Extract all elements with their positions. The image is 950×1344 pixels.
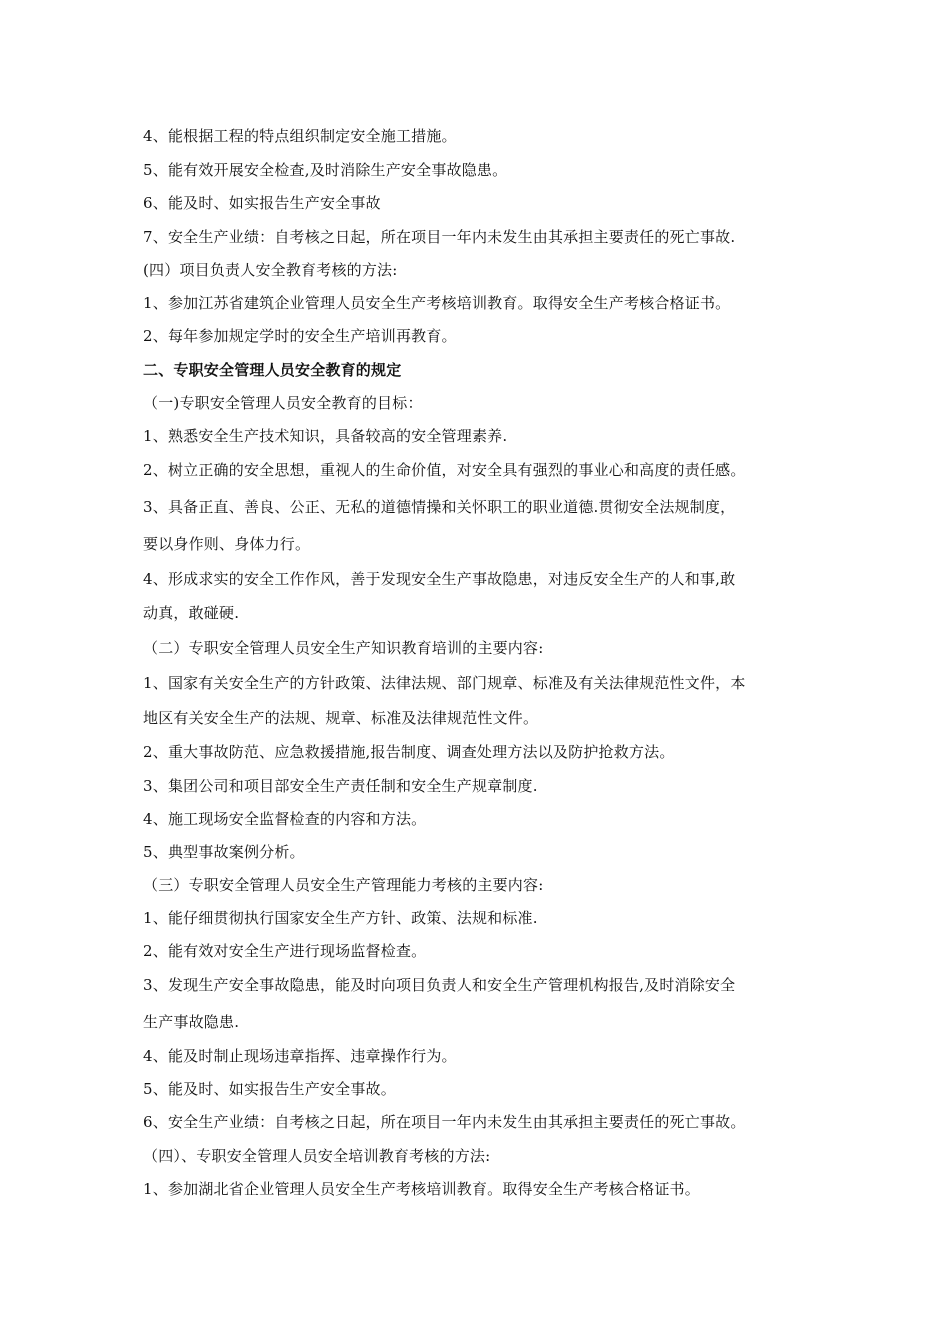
text-line-22: 5、典型事故案例分析。: [143, 843, 305, 861]
text-line-21: 4、施工现场安全监督检查的内容和方法。: [143, 810, 427, 828]
text-line-23: （三）专职安全管理人员安全生产管理能力考核的主要内容:: [143, 876, 544, 894]
text-line-7: 2、每年参加规定学时的安全生产培训再教育。: [143, 327, 457, 345]
text-line-24: 1、能仔细贯彻执行国家安全生产方针、政策、法规和标准.: [143, 909, 538, 927]
text-line-3: 6、能及时、如实报告生产安全事故: [143, 194, 381, 212]
text-line-9: （一)专职安全管理人员安全教育的目标：: [143, 394, 423, 412]
text-line-32: 1、参加湖北省企业管理人员安全生产考核培训教育。取得安全生产考核合格证书。: [143, 1180, 700, 1198]
text-line-13: 要以身作则、身体力行。: [143, 535, 311, 553]
text-line-18: 地区有关安全生产的法规、规章、标准及法律规范性文件。: [143, 709, 539, 727]
text-line-27: 生产事故隐患.: [143, 1013, 240, 1031]
text-line-29: 5、能及时、如实报告生产安全事故。: [143, 1080, 396, 1098]
text-line-15: 动真，敢碰硬.: [143, 604, 240, 622]
text-line-16: （二）专职安全管理人员安全生产知识教育培训的主要内容:: [143, 639, 544, 657]
text-line-5: (四）项目负责人安全教育考核的方法:: [143, 261, 398, 279]
text-line-14: 4、形成求实的安全工作作风，善于发现安全生产事故隐患，对违反安全生产的人和事,敢: [143, 570, 736, 588]
section-heading: 二、专职安全管理人员安全教育的规定: [143, 361, 402, 379]
text-line-4: 7、安全生产业绩：自考核之日起，所在项目一年内未发生由其承担主要责任的死亡事故.: [143, 228, 736, 246]
text-line-19: 2、重大事故防范、应急救援措施,报告制度、调查处理方法以及防护抢救方法。: [143, 743, 675, 761]
text-line-25: 2、能有效对安全生产进行现场监督检查。: [143, 942, 427, 960]
text-line-30: 6、安全生产业绩：自考核之日起，所在项目一年内未发生由其承担主要责任的死亡事故。: [143, 1113, 746, 1131]
text-line-17: 1、国家有关安全生产的方针政策、法律法规、部门规章、标准及有关法律规范性文件，本: [143, 674, 746, 692]
text-line-1: 4、能根据工程的特点组织制定安全施工措施。: [143, 127, 457, 145]
text-line-26: 3、发现生产安全事故隐患，能及时向项目负责人和安全生产管理机构报告,及时消除安全: [143, 976, 736, 994]
text-line-20: 3、集团公司和项目部安全生产责任制和安全生产规章制度.: [143, 777, 538, 795]
text-line-6: 1、参加江苏省建筑企业管理人员安全生产考核培训教育。取得安全生产考核合格证书。: [143, 294, 731, 312]
text-line-10: 1、熟悉安全生产技术知识，具备较高的安全管理素养.: [143, 427, 508, 445]
text-line-2: 5、能有效开展安全检查,及时消除生产安全事故隐患。: [143, 161, 508, 179]
text-line-28: 4、能及时制止现场违章指挥、违章操作行为。: [143, 1047, 457, 1065]
text-line-31: （四）、专职安全管理人员安全培训教育考核的方法:: [143, 1147, 491, 1165]
text-line-12: 3、具备正直、善良、公正、无私的道德情操和关怀职工的职业道德.贯彻安全法规制度，: [143, 498, 736, 516]
text-line-11: 2、树立正确的安全思想，重视人的生命价值，对安全具有强烈的事业心和高度的责任感。: [143, 461, 746, 479]
